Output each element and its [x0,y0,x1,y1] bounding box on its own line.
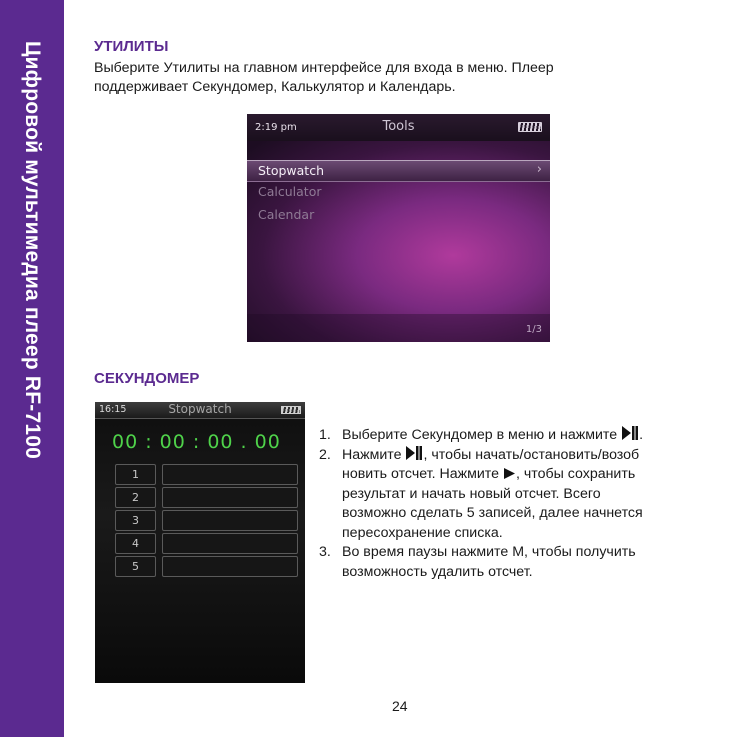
page-number: 24 [392,698,408,714]
list-item [319,446,729,544]
list-item [319,543,729,582]
tools-page-indicator: 1/3 [525,324,542,335]
utilities-text-line: поддерживает Секундомер, Калькулятор и Календарь. [94,79,456,95]
stopwatch-heading: СЕКУНДОМЕР [94,370,200,387]
lap-number: 5 [115,556,156,577]
lap-number: 2 [115,487,156,508]
step-text: . [639,427,644,443]
stopwatch-instructions [319,426,729,582]
tools-screenshot [247,114,550,342]
lap-value [162,556,298,577]
tools-item-calendar[interactable]: Calendar [258,207,315,222]
tools-item-stopwatch[interactable] [247,160,550,182]
step-text: Нажмите [342,446,406,463]
step-text: , чтобы начать/остановить/возоб [423,446,640,463]
stopwatch-status-bar [95,402,305,419]
lap-value [162,533,298,554]
sidebar [0,0,64,737]
stopwatch-display: 00 : 00 : 00 . 00 [112,431,281,453]
step-line: пересохранение списка. [342,524,503,541]
tools-title: Tools [382,119,415,134]
step-line [342,465,729,485]
step-number: 1. [319,427,331,443]
tools-item-label: Stopwatch [258,163,324,178]
chevron-right-icon: › [536,162,542,177]
step-text: , чтобы сохранить [515,466,636,482]
step-number: 3. [319,544,331,560]
tools-status-bar [247,114,550,141]
battery-icon [518,122,542,132]
stopwatch-title: Stopwatch [168,402,232,416]
sidebar-title: Цифровой мультимедиа плеер RF-7100 [21,41,44,459]
step-line [342,446,729,466]
stopwatch-clock: 16:15 [99,404,127,415]
play-icon [504,468,515,479]
step-line: Во время паузы нажмите M, чтобы получить [342,544,636,560]
tools-bottom-bar [247,314,550,342]
battery-icon [281,406,301,414]
play-pause-icon [406,446,422,460]
lap-number: 3 [115,510,156,531]
utilities-heading: УТИЛИТЫ [94,38,169,55]
play-pause-icon [622,426,638,440]
stopwatch-screenshot [95,402,305,683]
lap-number: 4 [115,533,156,554]
step-line: возможность удалить отсчет. [342,563,533,580]
step-line: возможно сделать 5 записей, далее начнется [342,505,643,521]
list-item [319,426,729,446]
tools-item-calculator[interactable]: Calculator [258,184,322,199]
lap-value [162,464,298,485]
step-text: новить отсчет. Нажмите [342,466,503,482]
utilities-description [94,59,694,97]
step-text: Выберите Секундомер в меню и нажмите [342,427,622,443]
step-line [342,426,729,446]
lap-number: 1 [115,464,156,485]
tools-clock: 2:19 pm [255,122,297,133]
step-line: результат и начать новый отсчет. Всего [342,485,601,502]
utilities-text-line: Выберите Утилиты на главном интерфейсе для входа в меню. Плеер [94,60,554,76]
lap-value [162,510,298,531]
lap-value [162,487,298,508]
step-number: 2. [319,446,331,463]
